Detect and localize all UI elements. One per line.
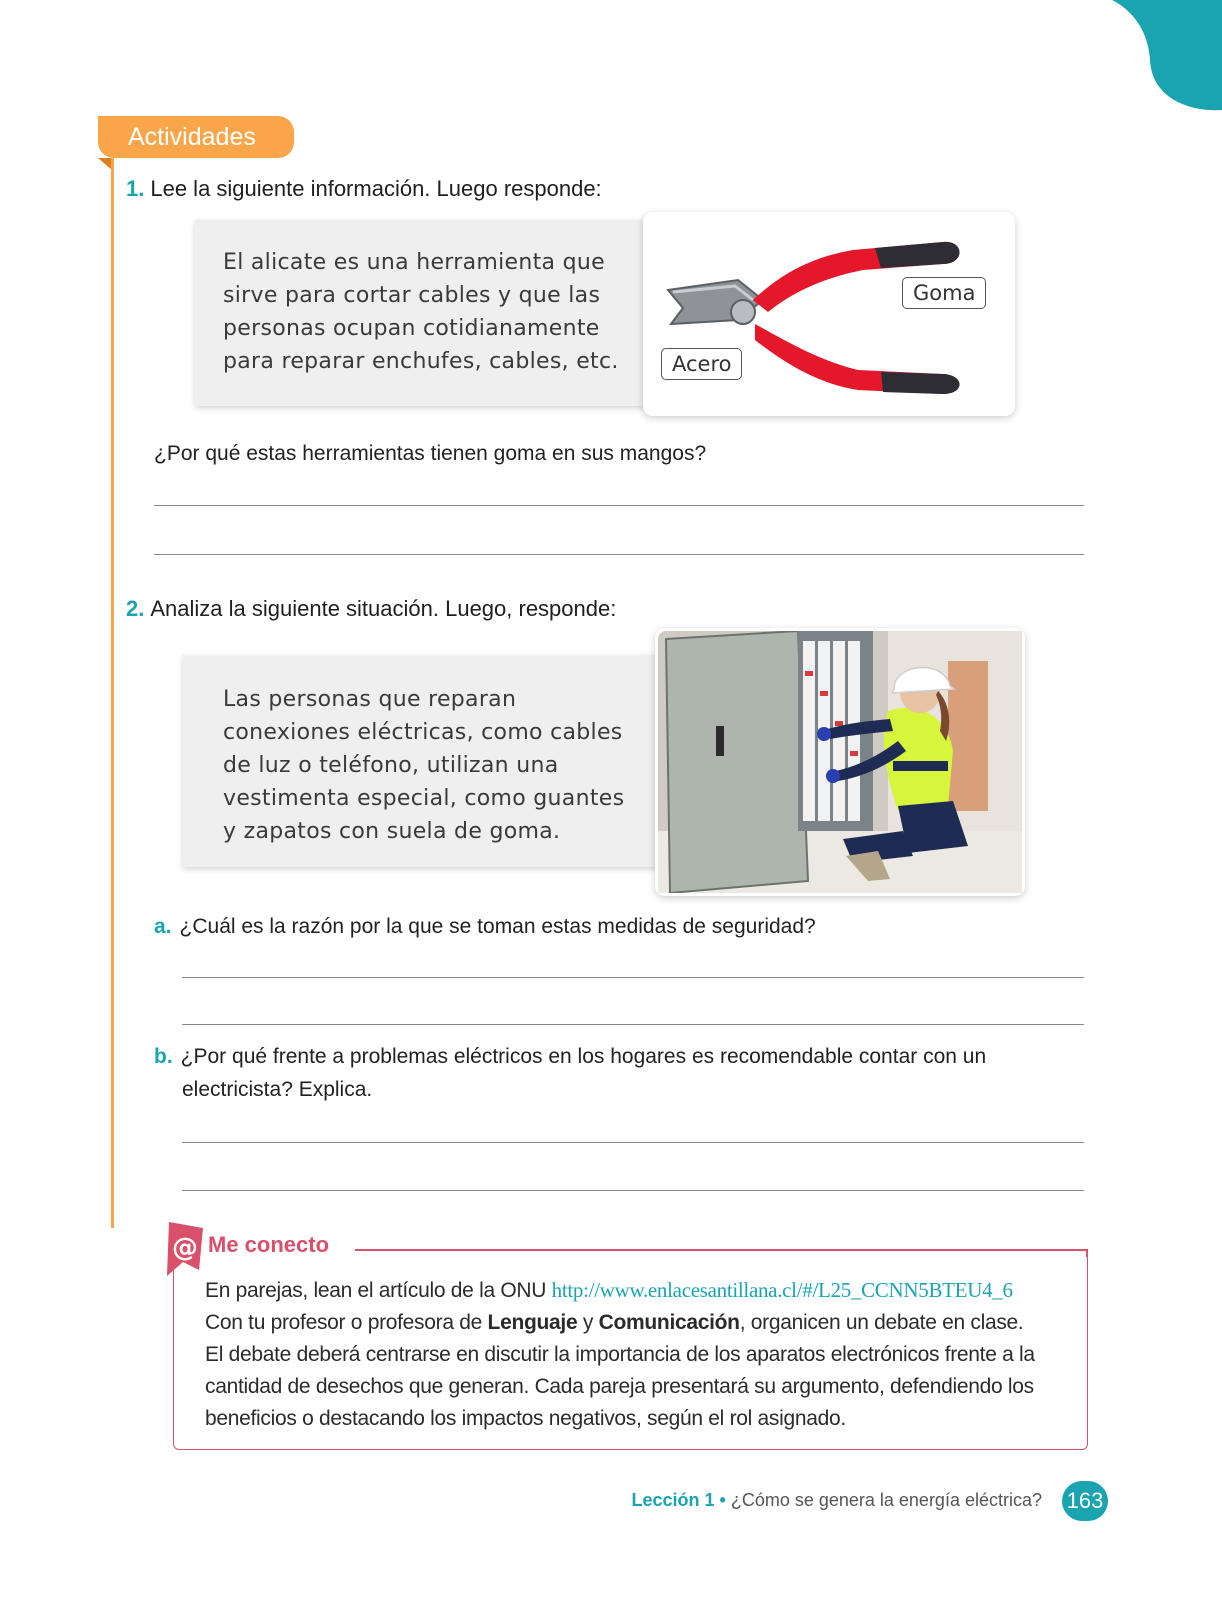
note-line: El alicate es una herramienta que xyxy=(223,250,605,275)
question-2b xyxy=(154,1040,1074,1106)
note-line: vestimenta especial, como guantes xyxy=(223,786,625,811)
question-2b-letter: b. xyxy=(154,1045,173,1068)
pliers-info-note xyxy=(195,220,650,406)
question-2a-text: ¿Cuál es la razón por la que se toman estas medidas de seguridad? xyxy=(179,915,816,938)
question-2a-letter: a. xyxy=(154,915,172,938)
activities-margin-line xyxy=(111,158,114,1228)
mc-bold-comunicacion: Comunicación xyxy=(598,1311,740,1334)
question-2-number: 2. xyxy=(126,596,145,621)
note-line: sirve para cortar cables y que las xyxy=(223,283,601,308)
note-line: personas ocupan cotidianamente xyxy=(223,316,600,341)
question-1-number: 1. xyxy=(126,176,145,201)
note-line: de luz o teléfono, utilizan una xyxy=(223,753,559,778)
mc-line3: El debate deberá centrarse en discutir la importancia de los aparatos electrónicos frente a la xyxy=(205,1343,1035,1366)
electrician-photo xyxy=(658,631,1022,893)
label-steel: Acero xyxy=(661,348,742,380)
question-2-text: Analiza la siguiente situación. Luego, responde: xyxy=(150,596,617,621)
label-rubber: Goma xyxy=(902,277,986,309)
svg-text:@: @ xyxy=(172,1233,198,1263)
question-2b-text-line2: electricista? Explica. xyxy=(182,1078,373,1101)
answer-line[interactable] xyxy=(182,1024,1084,1025)
mc-line2-post: , organicen un debate en clase. xyxy=(739,1311,1024,1334)
question-2a xyxy=(154,910,816,943)
mc-line4: cantidad de desechos que generan. Cada pareja presentará su argumento, defendiendo los xyxy=(205,1375,1034,1398)
footer-topic: ¿Cómo se genera la energía eléctrica? xyxy=(730,1490,1042,1510)
mc-line2-pre: Con tu profesor o profesora de xyxy=(205,1311,488,1334)
activities-tag: Actividades xyxy=(98,116,294,158)
page-number: 163 xyxy=(1062,1481,1108,1521)
question-1-title xyxy=(126,176,602,202)
mc-line1-text: En parejas, lean el artículo de la ONU xyxy=(205,1279,552,1302)
me-conecto-title: Me conecto xyxy=(208,1232,330,1257)
answer-line[interactable] xyxy=(182,1142,1084,1143)
me-conecto-text xyxy=(205,1274,1075,1435)
electrician-info-note xyxy=(183,655,658,867)
footer-lesson-label: Lección 1 xyxy=(631,1490,715,1510)
pliers-image-card xyxy=(643,212,1015,416)
question-1-text: Lee la siguiente información. Luego responde: xyxy=(150,176,602,201)
onu-article-link[interactable]: http://www.enlacesantillana.cl/#/L25_CCNN5BTEU4_6 xyxy=(551,1278,1013,1302)
footer-separator: • xyxy=(714,1490,731,1510)
answer-line[interactable] xyxy=(182,977,1084,978)
mc-and: y xyxy=(577,1311,599,1334)
pliers-illustration xyxy=(643,212,1015,416)
answer-line[interactable] xyxy=(154,505,1084,506)
question-1-prompt: ¿Por qué estas herramientas tienen goma en sus mangos? xyxy=(154,442,707,465)
note-line: para reparar enchufes, cables, etc. xyxy=(223,349,619,374)
at-sign-icon xyxy=(163,1222,205,1278)
answer-line[interactable] xyxy=(182,1190,1084,1191)
mc-bold-lenguaje: Lenguaje xyxy=(487,1311,578,1334)
answer-line[interactable] xyxy=(154,554,1084,555)
mc-line5: beneficios o destacando los impactos negativos, según el rol asignado. xyxy=(205,1407,846,1430)
question-2-title xyxy=(126,596,616,622)
note-line: y zapatos con suela de goma. xyxy=(223,819,561,844)
question-2b-text-line1: ¿Por qué frente a problemas eléctricos en los hogares es recomendable contar con un xyxy=(180,1045,987,1068)
note-line: Las personas que reparan xyxy=(223,687,517,712)
activities-tag-fold xyxy=(98,158,112,170)
me-conecto-top-rule xyxy=(355,1249,1088,1251)
footer-lesson xyxy=(631,1490,1042,1511)
electrician-photo-card xyxy=(655,628,1025,896)
corner-decoration xyxy=(1092,0,1222,115)
note-line: conexiones eléctricas, como cables xyxy=(223,720,623,745)
me-conecto-corner xyxy=(1086,1249,1088,1257)
